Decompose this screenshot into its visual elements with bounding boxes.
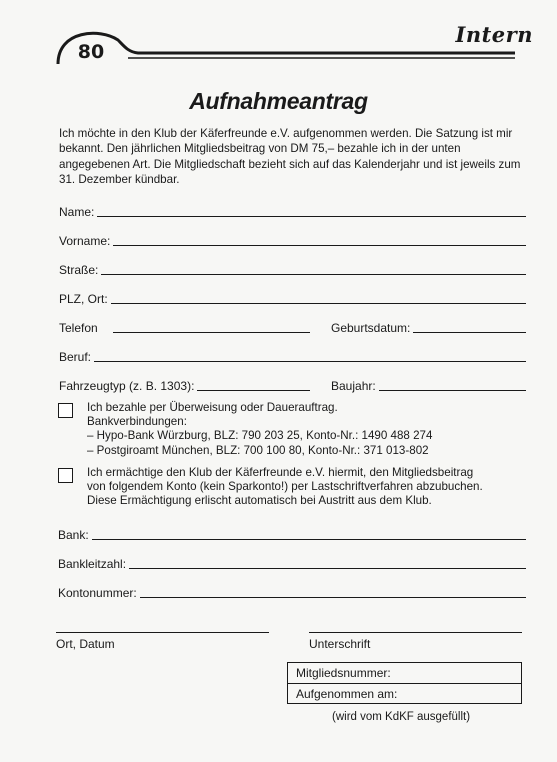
geburtsdatum-field[interactable] <box>331 319 526 335</box>
direct-debit-text <box>87 466 483 509</box>
geburtsdatum-line[interactable] <box>413 332 526 333</box>
fahrzeugtyp-field[interactable] <box>59 377 310 393</box>
payment-option-transfer <box>58 401 528 458</box>
strasse-line[interactable] <box>101 274 526 275</box>
telefon-line[interactable] <box>113 332 310 333</box>
unterschrift-line[interactable] <box>309 632 522 633</box>
bank-line[interactable] <box>92 539 526 540</box>
bankleitzahl-field[interactable] <box>58 555 526 571</box>
official-note: (wird vom KdKF ausgefüllt) <box>332 711 471 723</box>
ort-datum-line[interactable] <box>56 632 269 633</box>
transfer-checkbox[interactable] <box>58 403 73 418</box>
beruf-label: Beruf: <box>59 350 92 364</box>
kontonummer-field[interactable] <box>58 584 526 600</box>
bankleitzahl-label: Bankleitzahl: <box>58 557 127 571</box>
direct-debit-line: Ich ermächtige den Klub der Käferfreunde e.V. hiermit, den Mitgliedsbeitrag <box>87 466 474 479</box>
transfer-line: – Hypo-Bank Würzburg, BLZ: 790 203 25, Konto-Nr.: 1490 488 274 <box>87 429 433 443</box>
bank-label: Bank: <box>58 528 89 542</box>
payment-option-direct-debit <box>58 466 528 509</box>
ort-datum-label: Ort, Datum <box>56 637 115 651</box>
telefon-field[interactable] <box>59 319 310 335</box>
bankleitzahl-line[interactable] <box>129 568 526 569</box>
fahrzeugtyp-line[interactable] <box>197 390 310 391</box>
plz-ort-field[interactable] <box>59 290 526 306</box>
bank-field[interactable] <box>58 526 526 542</box>
geburtsdatum-label: Geburtsdatum: <box>331 321 411 335</box>
plz-ort-line[interactable] <box>111 303 526 304</box>
kontonummer-line[interactable] <box>140 597 526 598</box>
baujahr-label: Baujahr: <box>331 379 376 393</box>
baujahr-line[interactable] <box>379 390 526 391</box>
official-use-box <box>287 662 522 704</box>
vorname-line[interactable] <box>113 245 526 246</box>
strasse-label: Straße: <box>59 263 99 277</box>
direct-debit-line: von folgendem Konto (kein Sparkonto!) per Lastschriftverfahren abzubuchen. <box>87 480 483 494</box>
section-label: Intern <box>455 22 533 47</box>
kontonummer-label: Kontonummer: <box>58 586 137 600</box>
transfer-text <box>87 401 432 458</box>
mitgliedsnummer-row <box>288 663 521 683</box>
strasse-field[interactable] <box>59 261 526 277</box>
name-label: Name: <box>59 205 95 219</box>
direct-debit-line: Diese Ermächtigung erlischt automatisch bei Austritt aus dem Klub. <box>87 494 432 508</box>
telefon-label: Telefon <box>59 321 98 335</box>
transfer-line: Ich bezahle per Überweisung oder Dauerauftrag. <box>87 401 338 414</box>
transfer-line: Bankverbindungen: <box>87 415 187 429</box>
fahrzeugtyp-label: Fahrzeugtyp (z. B. 1303): <box>59 379 195 393</box>
mitgliedsnummer-label: Mitgliedsnummer: <box>296 666 391 680</box>
aufgenommen-label: Aufgenommen am: <box>296 686 398 701</box>
aufgenommen-row <box>288 683 521 703</box>
beruf-field[interactable] <box>59 348 526 364</box>
form-title: Aufnahmeantrag <box>189 88 368 114</box>
vorname-label: Vorname: <box>59 234 111 248</box>
intro-text: Ich möchte in den Klub der Käferfreunde e.V. aufgenommen werden. Die Satzung ist mir bekannt. Den jährlichen Mitgliedsbeitrag von DM 75,– bezahle ich in der unten angegebenen Art. Die Mitgliedschaft bezieht sich auf das Kalenderjahr und ist jeweils zum 31. Dezember kündbar. <box>59 127 521 186</box>
name-line[interactable] <box>97 216 526 217</box>
beruf-line[interactable] <box>94 361 526 362</box>
baujahr-field[interactable] <box>331 377 526 393</box>
transfer-line: – Postgiroamt München, BLZ: 700 100 80, Konto-Nr.: 371 013-802 <box>87 443 429 457</box>
page-number: 80 <box>77 41 105 63</box>
plz-ort-label: PLZ, Ort: <box>59 292 108 306</box>
vorname-field[interactable] <box>59 232 526 248</box>
name-field[interactable] <box>59 203 526 219</box>
direct-debit-checkbox[interactable] <box>58 468 73 483</box>
unterschrift-label: Unterschrift <box>309 637 371 651</box>
